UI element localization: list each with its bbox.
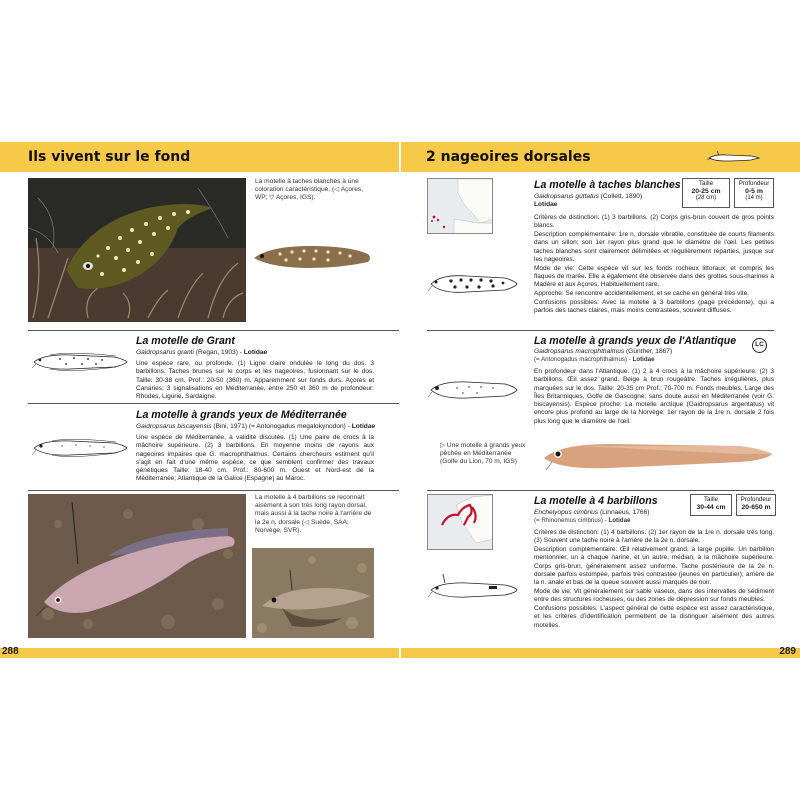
depth-box-guttatus: Profondeur 0-5 m (14 m) [734, 178, 774, 208]
page-number-right: 289 [779, 646, 796, 657]
species-title-biscayensis: La motelle à grands yeux de Méditerranée [136, 409, 347, 421]
species-family-guttatus: Lotidae [534, 201, 558, 208]
book-spread [0, 142, 800, 658]
drawing-biscayensis [30, 432, 130, 462]
species-text-macrophthalmus: En profondeur dans l'Atlantique. (1) 2 à 4 crocs à la mâchoire supérieure. (2) 3 barbillons. Œil assez grand. Beige à brun rougeâtre. Taches irrégulières, plus marquées sur le dos. Taille: 20-35 cm Prof.: 70-700 m. Fonds meubles. Large des Îles Britanniques, Golfe de Gascogne; sans doute aussi en Méditerranée (voir G. biscayensis). Espèce proche: La motelle arctique (Gaidropsarus argentatus) vit encore plus profond au large de la Norvège; 1er rayon de la 1re n. dorsale 2 fois plus long que le diamètre de l'œil. [534, 368, 774, 425]
species-title-guttatus: La motelle à taches blanches [534, 179, 681, 191]
right-rule-1 [427, 330, 774, 331]
photo-cimbrius-large [28, 494, 246, 638]
left-rule-2 [28, 403, 399, 404]
species-text-guttatus: Critères de distinction: (1) 3 barbillons. (2) Corps gris-brun couvert de gros points blancs. Description complémentaire: 1re n. dorsale vibratile, constituée de courts filaments dans un sillon; son 1er rayon plus grand que le diamètre de l'œil. Les petites taches blanches sont clairement délimitées et régulièrement réparties, jusque sur les nageoires. Mode de vie: Cette espèce vit sur les fonds rocheux littoraux, et compris les flaques de marée. Elle a également été observée dans des grottes sous-marines à Madère et aux Açores. Habituellement rare. Approche: Se rencontre accidentellement, et se cache en général très vite. Confusions possibles: Avec la motelle à 3 barbillons (page précédente), qui a parfois des taches claires, mais moins contrastées, souvent diffuses. [534, 214, 774, 315]
footer-band-right [401, 648, 800, 658]
photo-macrophthalmus [540, 436, 774, 476]
species-sci-cimbrius: Enchelyopus cimbrius (Linnaeus, 1766) [534, 509, 650, 516]
species-sci-grant: Gaidropsarus granti (Regan, 1903) - Lotidae [136, 349, 268, 356]
species-text-grant: Une espèce rare, ou profonde. (1) Ligne claire ondulée le long du dos. 3 barbillons. Taches brunes sur le corps et les nageoires, fusionnant sur le dos. Taille: 30-38 cm. Prof.: 20-50 (360) m. Apparemment sur fonds durs. Açores et Canaries; 3 signalisations en Méditerranée, entre 250 et 360 m de profondeur: Rhodes, Ligurie, Sardaigne. [136, 360, 374, 401]
depth-box-cimbrius: Profondeur 20-650 m [736, 494, 776, 516]
species-text-biscayensis: Une espèce de Méditerranée, à validité discutée. (1) Une paire de crocs à la mâchoire supérieure. (2) 3 barbillons. En moyenne moins de rayons aux nageoires impaires que G. macrophthalmus. Certains chercheurs estiment qu'il s'agit en fait d'une même espèce, ce que semblent confirmer des travaux génétiques Taille: 18-40 cm. Prof.: 80-600 m. Ouest et Nord-est de la Méditerranée; Atlantique de la Galice (Espagne) au Maroc. [136, 434, 374, 483]
species-synonym-cimbrius: (= Rhinonemus cimbrius) - Lotidae [534, 517, 631, 524]
left-rule-1 [28, 330, 399, 331]
footer-band-left [0, 648, 399, 658]
range-map-cimbrius [427, 494, 493, 550]
page-number-left: 288 [2, 646, 19, 657]
drawing-grant [30, 346, 130, 376]
drawing-macrophthalmus [427, 374, 519, 404]
left-rule-3 [28, 490, 399, 491]
photo-guttatus-white-bg [250, 236, 374, 276]
photo-guttatus-seaweed [28, 178, 246, 322]
species-text-cimbrius: Critères de distinction: (1) 4 barbillons. (2) 1er rayon de la 1re n. dorsale très long. (3) Souvent une tache noire à l'arrière de la 2e n. dorsale. Description complémentaire: Œil relativement grand, à large pupille. Un barbillon mentonnier, un à chaque narine, et un autre, médian, à la mâchoire supérieure. Corps gris-brun, généralement assez uniforme. Tache postérieure de la 2e n. dorsale parfois estompée, parfois très contrastée (jeunes en particulier); arrière de la n. anale et bas de la queue souvent aussi marqués de noir. Mode de vie: Vit généralement sur sable vaseux, dans des intervalles de sédiment entre des structures rocheuses, ou des zones de dépression sur fonds meubles. Confusions possibles: L'aspect général de cette espèce est assez caractéristique, et les critères d'identification permettent de la distinguer aisément des autres motelles. [534, 529, 774, 629]
photo-caption-guttatus: La motelle à taches blanches à une coloration caractéristique. (◁ Açores, WP; ▽ Açores, IGS). [255, 178, 364, 202]
species-title-cimbrius: La motelle à 4 barbillons [534, 495, 658, 507]
photo-caption-macrophthalmus: ▷ Une motelle à grands yeux pêchée en Méditerranée (Golfe du Lion, 70 m, IGS) [440, 442, 526, 466]
header-fish-icon [705, 150, 761, 164]
photo-caption-cimbrius: La motelle à 4 barbillons se reconnaît aisément à son très long rayon dorsal, mais aussi à la tache noire à l'arrière de la 2e n. dorsale (◁ Suède, SAA; Norvège, SVR). [255, 494, 372, 534]
species-sci-biscayensis: Gaidropsarus biscayensis (Bini, 1971) (= Antonogadus megalokynodon) - Lotidae [136, 423, 376, 430]
species-title-grant: La motelle de Grant [136, 335, 235, 347]
species-sci-guttatus: Gaidropsarus guttatus (Collett, 1890) [534, 193, 643, 200]
photo-cimbrius-small [252, 548, 374, 638]
right-rule-2 [427, 490, 774, 491]
size-box-cimbrius: Taille 30-44 cm [690, 494, 732, 516]
iucn-status-badge: LC [752, 338, 767, 353]
left-page-title: Ils vivent sur le fond [28, 149, 191, 165]
drawing-cimbrius [427, 572, 519, 604]
species-sci-macrophthalmus: Gaidropsarus macrophthalmus (Günther, 1867) [534, 348, 673, 355]
drawing-guttatus [427, 268, 519, 298]
right-page-title: 2 nageoires dorsales [426, 149, 591, 165]
species-synonym-macrophthalmus: (= Antonogadus macrophthalmus) - Lotidae [534, 356, 655, 363]
range-map-guttatus [427, 178, 493, 234]
size-box-guttatus: Taille 20-25 cm (28 cm) [682, 178, 730, 208]
species-title-macrophthalmus: La motelle à grands yeux de l'Atlantique [534, 335, 737, 347]
